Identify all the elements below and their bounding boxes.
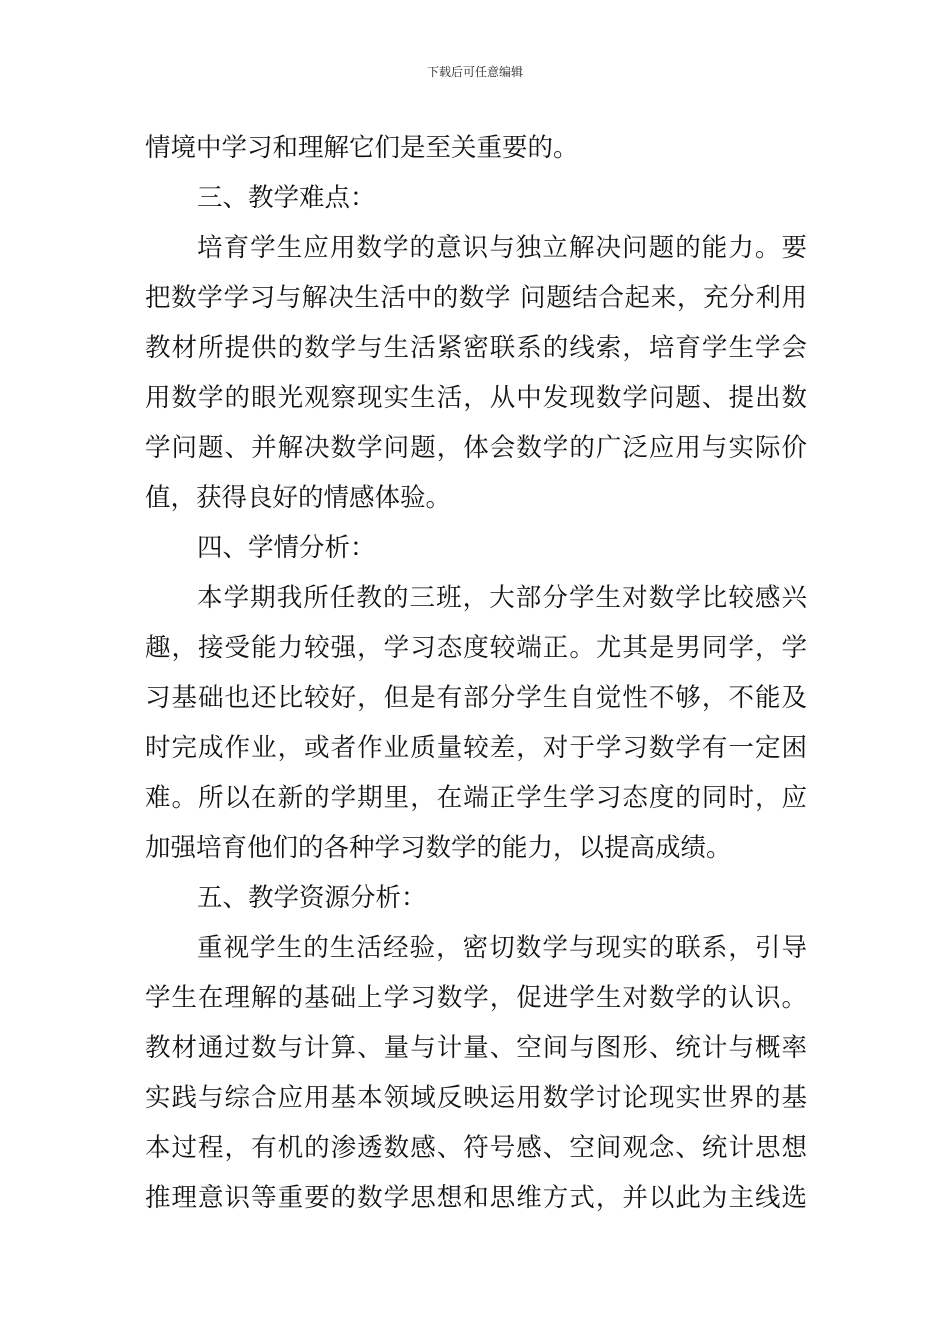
text-line: 培育学生应用数学的意识与独立解决问题的能力。要 <box>197 233 807 263</box>
text-line: 趣，接受能力较强，学习态度较端正。尤其是男同学，学 <box>145 633 807 663</box>
section-heading: 五、教学资源分析： <box>197 883 427 913</box>
text-line: 习基础也还比较好，但是有部分学生自觉性不够，不能及 <box>145 683 807 713</box>
text-line: 教材所提供的数学与生活紧密联系的线索，培育学生学会 <box>145 333 807 363</box>
text-line: 重视学生的生活经验，密切数学与现实的联系，引导 <box>197 933 807 963</box>
text-line: 推理意识等重要的数学思想和思维方式，并以此为主线选 <box>145 1183 807 1213</box>
text-line: 教材通过数与计算、量与计量、空间与图形、统计与概率 <box>145 1033 807 1063</box>
text-line: 情境中学习和理解它们是至关重要的。 <box>145 133 579 163</box>
text-line: 实践与综合应用基本领域反映运用数学讨论现实世界的基 <box>145 1083 807 1113</box>
text-line: 本学期我所任教的三班，大部分学生对数学比较感兴 <box>197 583 807 613</box>
text-line: 时完成作业，或者作业质量较差，对于学习数学有一定困 <box>145 733 807 763</box>
text-line: 把数学学习与解决生活中的数学 问题结合起来，充分利用 <box>145 283 807 313</box>
text-line: 用数学的眼光观察现实生活，从中发现数学问题、提出数 <box>145 383 807 413</box>
text-line: 难。所以在新的学期里，在端正学生学习态度的同时，应 <box>145 783 807 813</box>
text-line: 学问题、并解决数学问题，体会数学的广泛应用与实际价 <box>145 433 807 463</box>
text-line: 本过程，有机的渗透数感、符号感、空间观念、统计思想 <box>145 1133 807 1163</box>
page-header: 下载后可任意编辑 <box>426 65 523 79</box>
text-line: 值，获得良好的情感体验。 <box>145 483 452 513</box>
text-line: 学生在理解的基础上学习数学，促进学生对数学的认识。 <box>145 983 807 1013</box>
text-line: 加强培育他们的各种学习数学的能力，以提高成绩。 <box>145 833 732 863</box>
section-heading: 三、教学难点： <box>197 183 376 213</box>
section-heading: 四、学情分析： <box>197 533 376 563</box>
document-body <box>145 128 807 1228</box>
